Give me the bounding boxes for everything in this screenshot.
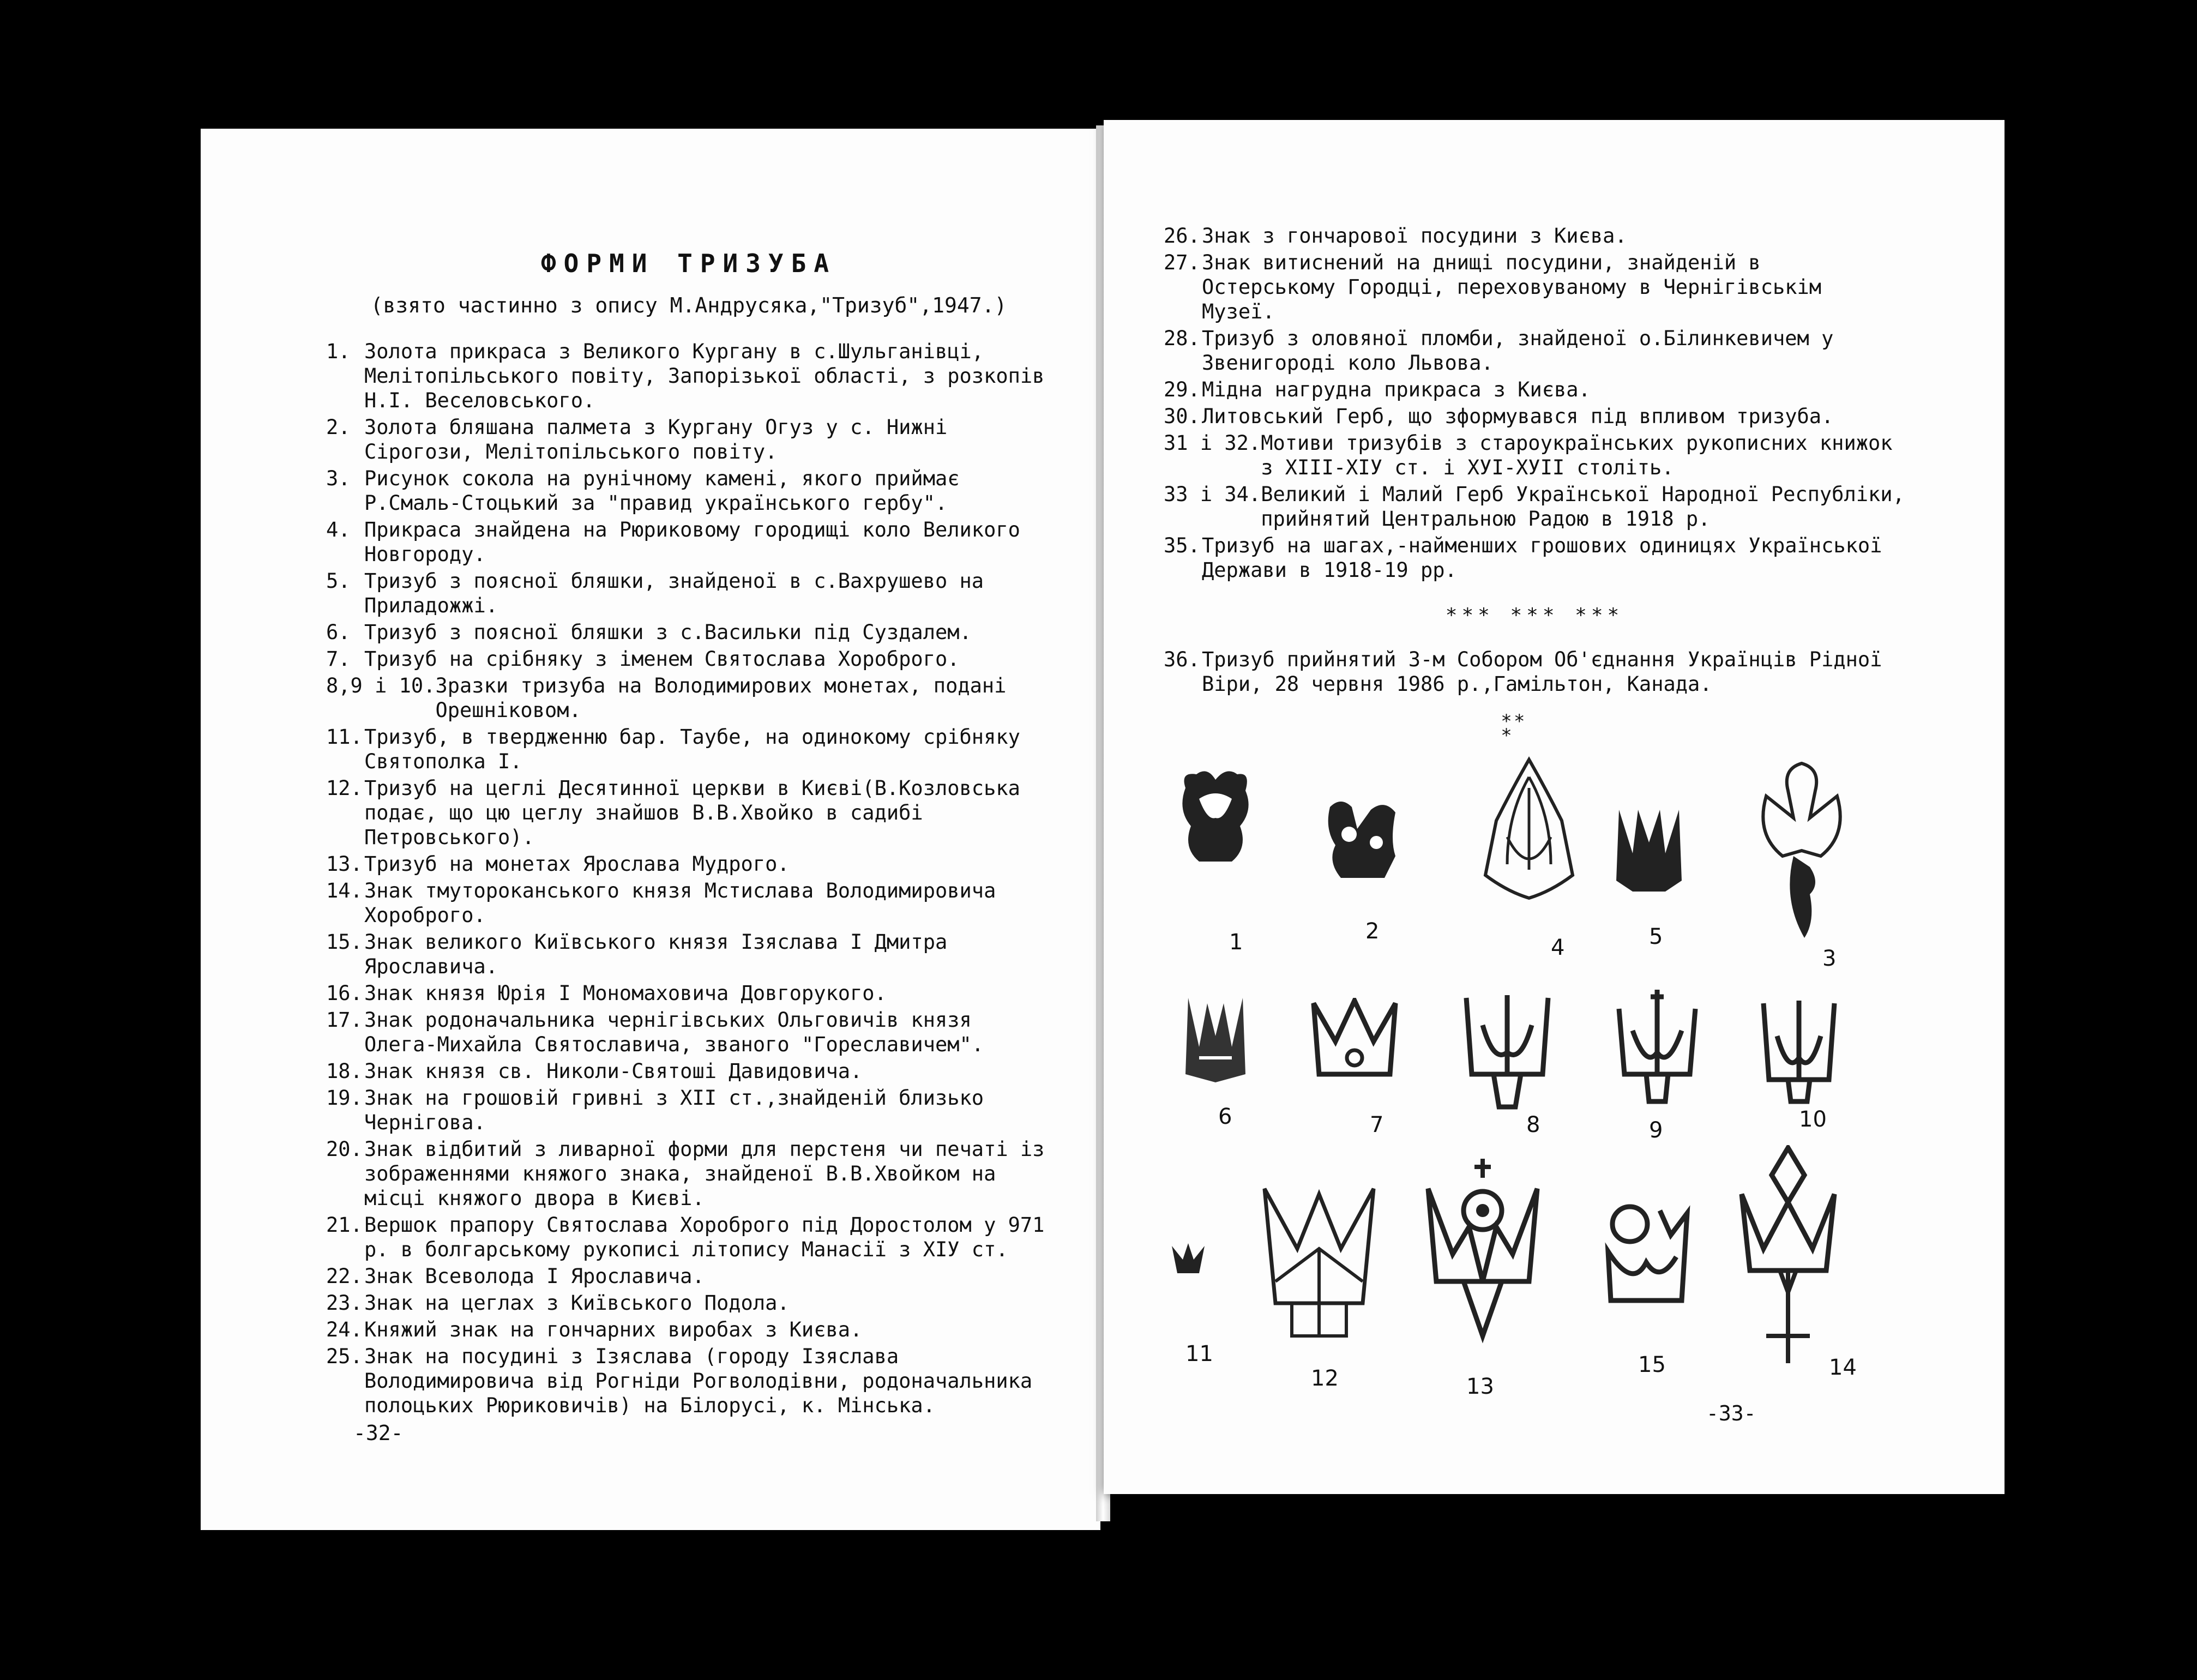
item-number: 21. — [326, 1213, 363, 1237]
list-item — [326, 1291, 1051, 1315]
trident-figure-11 — [1169, 1241, 1207, 1284]
trident-figure-3 — [1750, 758, 1853, 943]
trident-figure-5 — [1614, 804, 1684, 897]
item-text: Золота бляшана палмета з Кургану Огуз у с. Нижні Сірогози, Мелітопільського повіту. — [364, 416, 948, 463]
item-text: Вершок прапору Святослава Хороброго під Доростолом у 971 р. в болгарському рукописі літопису Манасії з ХІУ ст. — [364, 1213, 1045, 1261]
item-number: 2. — [326, 416, 351, 439]
item-number: 1. — [326, 340, 351, 363]
item-text: Тризуб на цеглі Десятинної церкви в Києві(В.Козловська подає, що цю цеглу знайшов В.В.Хвойко в садибі Петровського). — [364, 776, 1020, 849]
list-item — [326, 981, 1051, 1005]
item-number: 20. — [326, 1137, 363, 1161]
item-number: 30. — [1164, 405, 1200, 428]
item-text: Литовський Герб, що зформувався під впливом тризуба. — [1202, 405, 1834, 428]
list-item — [326, 620, 1051, 645]
list-item — [326, 878, 1051, 928]
item-number: 35. — [1164, 534, 1200, 557]
left-page — [201, 129, 1100, 1530]
figure-label: 2 — [1365, 919, 1380, 944]
item-text: Знак на цеглах з Київського Подола. — [364, 1291, 790, 1315]
item-text: Тризуб прийнятий 3-м Собором Об'єднання Українців Рідної Віри, 28 червня 1986 р.,Гамільтон, Канада. — [1202, 648, 1882, 696]
item-number: 14. — [326, 879, 363, 902]
list-item — [326, 647, 1051, 671]
item-number: 7. — [326, 647, 351, 671]
item-text: Знак великого Київського князя Ізяслава І Дмитра Ярославича. — [364, 930, 948, 978]
list-item — [326, 725, 1051, 774]
item-text: Тризуб на срібняку з іменем Святослава Хороброго. — [364, 647, 960, 671]
item-number: 26. — [1164, 224, 1200, 248]
figure-label: 1 — [1229, 930, 1243, 955]
list-item — [326, 1059, 1051, 1083]
item-text: Тризуб з оловяної пломби, знайденої о.Білинкевичем у Звенигороді коло Львова. — [1202, 327, 1834, 375]
page-subtitle: (взято частинно з опису М.Андрусяка,"Тризуб",1947.) — [370, 293, 1007, 317]
item-number: 5. — [326, 569, 351, 593]
item-number: 19. — [326, 1086, 363, 1110]
trident-figure-7 — [1308, 998, 1401, 1091]
item-text: Княжий знак на гончарних виробах з Києва. — [364, 1318, 863, 1341]
item-number: 23. — [326, 1291, 363, 1315]
item-text: Знак на грошовій гривні з ХІІ ст.,знайденій близько Чернігова. — [364, 1086, 984, 1134]
trident-figure-12 — [1259, 1183, 1379, 1347]
item-number: 4. — [326, 518, 351, 541]
list-item — [326, 930, 1051, 979]
trident-figure-1 — [1175, 766, 1256, 870]
figure-label: 6 — [1218, 1104, 1232, 1129]
list-item — [326, 673, 1051, 722]
item-number: 17. — [326, 1008, 363, 1032]
item-number: 15. — [326, 930, 363, 954]
item-number: 13. — [326, 852, 363, 876]
item-number: 12. — [326, 776, 363, 800]
trident-figure-6 — [1183, 992, 1248, 1085]
item-text: Тризуб з поясної бляшки з с.Васильки під Суздалем. — [364, 621, 972, 644]
list-item — [326, 466, 1051, 515]
figure-label: 12 — [1311, 1366, 1339, 1391]
trident-figure-8 — [1461, 992, 1554, 1112]
figure-label: 9 — [1649, 1118, 1663, 1143]
list-item — [326, 569, 1051, 618]
item-number: 22. — [326, 1264, 363, 1288]
list-item — [326, 1086, 1051, 1135]
section-separator: *** *** *** — [1445, 604, 1624, 627]
item-text: Рисунок сокола на рунічному камені, якого приймає Р.Смаль-Стоцький за "правид українського гербу". — [364, 467, 960, 515]
item-number: 24. — [326, 1318, 363, 1341]
figure-label: 10 — [1799, 1107, 1827, 1132]
item-text: Тризуб на монетах Ярослава Мудрого. — [364, 852, 790, 876]
star-mark: * * * — [1502, 710, 1524, 746]
list-item — [326, 1317, 1051, 1342]
list-item — [326, 776, 1051, 850]
list-item — [326, 1264, 1051, 1288]
item-text: Мідна нагрудна прикраса з Києва. — [1202, 378, 1591, 401]
item-text: Знак князя Юрія І Мономаховича Довгорукого. — [364, 981, 887, 1005]
item-text: Тризуб на шагах,-найменших грошових одиницях Української Держави в 1918-19 рр. — [1202, 534, 1882, 582]
trident-figure-13 — [1420, 1156, 1545, 1352]
figure-label: 5 — [1649, 924, 1663, 949]
item-text: Золота прикраса з Великого Кургану в с.Шульганівці, Мелітопільського повіту, Запорізької області, з розкопів Н.І. Веселовського. — [364, 340, 1045, 412]
page-title: ФОРМИ ТРИЗУБА — [540, 249, 837, 278]
figure-label: 11 — [1185, 1341, 1213, 1366]
figure-label: 4 — [1551, 935, 1565, 960]
list-item — [326, 415, 1051, 464]
item-number: 6. — [326, 621, 351, 644]
item-number: 3. — [326, 467, 351, 490]
figure-label: 8 — [1526, 1112, 1540, 1137]
item-text: Зразки тризуба на Володимирових монетах, подані Орешніковом. — [435, 674, 1007, 722]
right-page — [1104, 120, 2005, 1494]
list-item — [326, 852, 1051, 876]
item-text: Великий і Малий Герб Української Народної Республіки, прийнятий Центральною Радою в 1918 р. — [1261, 483, 1905, 531]
item-number: 25. — [326, 1345, 363, 1368]
trident-figure-15 — [1600, 1202, 1693, 1311]
item-number: 18. — [326, 1059, 363, 1083]
item-text: Тризуб, в твердженню бар. Таубе, на одинокому срібняку Святополка І. — [364, 725, 1020, 773]
trident-figure-2 — [1325, 796, 1401, 883]
page-number-right: -33- — [1706, 1401, 1756, 1425]
item-text: Знак родоначальника чернігівських Ольговичів князя Олега-Михайла Святославича, званого "Гореславичем". — [364, 1008, 984, 1056]
list-item — [326, 1344, 1051, 1418]
item-number: 11. — [326, 725, 363, 749]
item-text: Знак з гончарової посудини з Києва. — [1202, 224, 1627, 248]
item-number: 29. — [1164, 378, 1200, 401]
item-number: 8,9 і 10. — [326, 674, 436, 697]
left-page-content — [326, 249, 1051, 1420]
list-item — [326, 339, 1051, 413]
trident-figure-9 — [1614, 987, 1701, 1107]
list-item — [326, 1137, 1051, 1211]
item-text: Прикраса знайдена на Рюриковому городищі коло Великого Новгороду. — [364, 518, 1020, 566]
trident-figure-10 — [1758, 998, 1840, 1107]
figure-label: 15 — [1638, 1352, 1666, 1377]
figure-label: 3 — [1822, 946, 1837, 971]
figure-label: 13 — [1466, 1374, 1494, 1399]
trident-figures — [1104, 120, 2005, 1494]
item-number: 33 і 34. — [1164, 483, 1261, 506]
item-text: Знак відбитий з ливарної форми для перстеня чи печаті із зображеннями княжого знака, знайденої В.В.Хвойком на місці княжого двора в Києві. — [364, 1137, 1045, 1210]
item-number: 16. — [326, 981, 363, 1005]
list-item — [326, 1213, 1051, 1262]
item-number: 28. — [1164, 327, 1200, 350]
item-text: Тризуб з поясної бляшки, знайденої в с.Вахрушево на Приладожжі. — [364, 569, 984, 617]
item-number: 31 і 32. — [1164, 431, 1261, 455]
item-text: Знак князя св. Николи-Святоші Давидовича. — [364, 1059, 863, 1083]
item-text: Знак витиснений на днищі посудини, знайденій в Остерському Городці, переховуваному в Чернігівськім Музеї. — [1202, 251, 1822, 323]
page-number-left: -32- — [353, 1421, 404, 1445]
item-text: Знак Всеволода І Ярославича. — [364, 1264, 705, 1288]
item-text: Знак на посудині з Ізяслава (городу Ізяслава Володимировича від Рогніди Рогволодівни, родоначальника полоцьких Рюриковичів) на Білорусі, к. Мінська. — [364, 1345, 1033, 1417]
trident-figure-4 — [1474, 755, 1584, 902]
item-number: 27. — [1164, 251, 1200, 274]
item-text: Мотиви тризубів з староукраїнських рукописних книжок з ХІІІ-ХІУ ст. і ХУІ-ХУІІ століть. — [1261, 431, 1893, 479]
list-item — [326, 517, 1051, 567]
left-item-list — [326, 339, 1051, 1418]
list-item — [326, 1008, 1051, 1057]
figure-label: 7 — [1370, 1112, 1384, 1137]
trident-figure-14 — [1736, 1145, 1840, 1374]
item-text: Знак тмутороканського князя Мстислава Володимировича Хороброго. — [364, 879, 996, 927]
item-number: 36. — [1164, 648, 1200, 671]
figure-label: 14 — [1829, 1355, 1857, 1380]
